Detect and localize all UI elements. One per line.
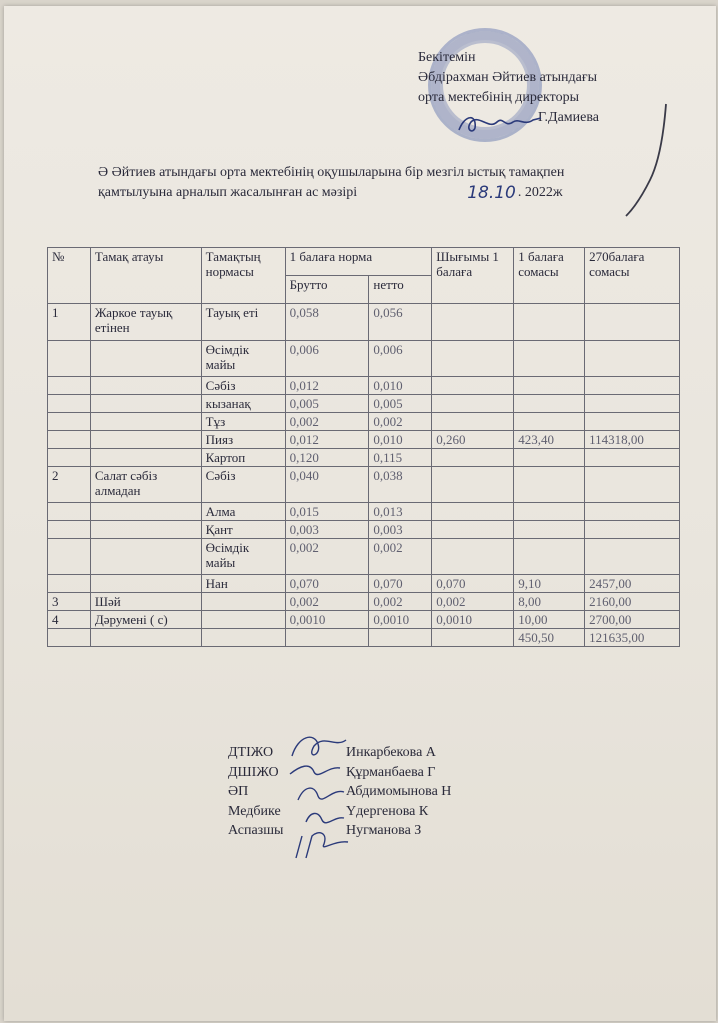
table-row bbox=[48, 611, 680, 629]
table-cell: 0,002 bbox=[432, 593, 514, 611]
table-cell bbox=[48, 431, 91, 449]
header-per-child: 1 балаға норма bbox=[285, 248, 432, 276]
table-cell: кызанақ bbox=[201, 395, 285, 413]
table-cell bbox=[90, 431, 201, 449]
table-row bbox=[48, 341, 680, 377]
table-cell bbox=[48, 539, 91, 575]
table-cell bbox=[369, 629, 432, 647]
table-cell bbox=[285, 629, 369, 647]
table-cell: 10,00 bbox=[514, 611, 585, 629]
director-signature bbox=[455, 108, 545, 138]
table-cell bbox=[432, 341, 514, 377]
table-cell: 114318,00 bbox=[585, 431, 680, 449]
staff-name: Нугманова З bbox=[346, 823, 422, 838]
table-cell bbox=[90, 395, 201, 413]
table-cell bbox=[432, 467, 514, 503]
table-cell: 0,003 bbox=[285, 521, 369, 539]
table-cell bbox=[585, 341, 680, 377]
table-cell bbox=[48, 575, 91, 593]
table-row bbox=[48, 431, 680, 449]
table-cell bbox=[201, 611, 285, 629]
table-cell: 2457,00 bbox=[585, 575, 680, 593]
staff-name: Үдергенова К bbox=[346, 803, 429, 819]
table-cell: 0,002 bbox=[369, 413, 432, 431]
table-cell bbox=[514, 413, 585, 431]
table-cell bbox=[432, 629, 514, 647]
table-cell bbox=[90, 377, 201, 395]
table-cell bbox=[432, 503, 514, 521]
table-cell: 0,0010 bbox=[285, 611, 369, 629]
table-cell: 0,056 bbox=[369, 304, 432, 341]
table-cell: 121635,00 bbox=[585, 629, 680, 647]
title-line-1: Ә Әйтиев атындағы орта мектебінің оқушыларына бір мезгіл ыстық тамақпен bbox=[98, 165, 565, 180]
table-cell bbox=[514, 467, 585, 503]
table-cell: 0,005 bbox=[285, 395, 369, 413]
table-cell: 450,50 bbox=[514, 629, 585, 647]
table-cell bbox=[585, 449, 680, 467]
table-cell bbox=[585, 521, 680, 539]
table-cell bbox=[514, 395, 585, 413]
table-row bbox=[48, 449, 680, 467]
table-cell: 0,002 bbox=[369, 539, 432, 575]
table-cell bbox=[585, 304, 680, 341]
table-cell: 0,002 bbox=[285, 593, 369, 611]
table-cell bbox=[432, 377, 514, 395]
table-cell bbox=[514, 377, 585, 395]
table-cell bbox=[585, 467, 680, 503]
approval-line-2: Әбдірахман Әйтиев атындағы bbox=[418, 70, 597, 85]
header-num: № bbox=[48, 248, 91, 304]
table-cell bbox=[514, 539, 585, 575]
table-row bbox=[48, 539, 680, 575]
table-cell bbox=[48, 503, 91, 521]
table-row bbox=[48, 521, 680, 539]
table-cell: 0,058 bbox=[285, 304, 369, 341]
table-cell: 0,012 bbox=[285, 431, 369, 449]
staff-name: Құрманбаева Г bbox=[346, 764, 436, 780]
table-cell bbox=[90, 503, 201, 521]
table-cell: 2700,00 bbox=[585, 611, 680, 629]
header-dish: Тамақ атауы bbox=[90, 248, 201, 304]
table-cell: Сәбіз bbox=[201, 467, 285, 503]
table-cell bbox=[90, 629, 201, 647]
staff-role: ӘП bbox=[228, 784, 249, 799]
table-cell: Шәй bbox=[90, 593, 201, 611]
table-cell: 0,070 bbox=[432, 575, 514, 593]
table-row bbox=[48, 467, 680, 503]
table-cell: 0,015 bbox=[285, 503, 369, 521]
table-cell bbox=[432, 413, 514, 431]
staff-role: Медбике bbox=[228, 803, 281, 819]
table-cell: 0,002 bbox=[285, 413, 369, 431]
table-cell: 2160,00 bbox=[585, 593, 680, 611]
table-cell bbox=[48, 341, 91, 377]
table-cell: 8,00 bbox=[514, 593, 585, 611]
table-cell bbox=[90, 341, 201, 377]
table-cell: Пияз bbox=[201, 431, 285, 449]
table-cell: Өсімдік майы bbox=[201, 341, 285, 377]
table-cell: 0,115 bbox=[369, 449, 432, 467]
table-cell bbox=[90, 521, 201, 539]
table-cell bbox=[48, 449, 91, 467]
table-cell: 2 bbox=[48, 467, 91, 503]
table-cell bbox=[90, 449, 201, 467]
table-cell bbox=[432, 304, 514, 341]
table-row bbox=[48, 593, 680, 611]
table-cell bbox=[48, 377, 91, 395]
header-sum-1: 1 балаға сомасы bbox=[514, 248, 585, 304]
table-cell bbox=[90, 539, 201, 575]
table-cell: 0,010 bbox=[369, 431, 432, 449]
table-cell: 0,040 bbox=[285, 467, 369, 503]
header-sum-270: 270балаға сомасы bbox=[585, 248, 680, 304]
table-cell: Сәбіз bbox=[201, 377, 285, 395]
table-cell bbox=[90, 413, 201, 431]
handwritten-date: 18.10 bbox=[467, 183, 516, 203]
table-cell bbox=[48, 521, 91, 539]
staff-role: ДШІЖО bbox=[228, 764, 279, 780]
table-cell: 0,0010 bbox=[432, 611, 514, 629]
staff-name: Инкарбекова А bbox=[346, 745, 436, 760]
table-row bbox=[48, 377, 680, 395]
table-cell: 0,005 bbox=[369, 395, 432, 413]
table-cell bbox=[585, 395, 680, 413]
table-cell: 3 bbox=[48, 593, 91, 611]
table-row bbox=[48, 503, 680, 521]
table-cell: 0,006 bbox=[369, 341, 432, 377]
approval-line-4: Г.Дамиева bbox=[538, 110, 599, 125]
table-cell: 0,006 bbox=[285, 341, 369, 377]
table-cell: Жаркое тауық етінен bbox=[90, 304, 201, 341]
approval-line-1: Бекітемін bbox=[418, 50, 476, 65]
table-cell bbox=[201, 629, 285, 647]
table-cell bbox=[201, 593, 285, 611]
approval-line-3: орта мектебінің директоры bbox=[418, 90, 580, 105]
table-row bbox=[48, 395, 680, 413]
table-cell: 0,002 bbox=[369, 593, 432, 611]
table-cell bbox=[48, 395, 91, 413]
table-cell: 0,120 bbox=[285, 449, 369, 467]
header-norm: Тамақтың нормасы bbox=[201, 248, 285, 304]
table-cell: 0,012 bbox=[285, 377, 369, 395]
table-cell: 0,070 bbox=[369, 575, 432, 593]
table-cell bbox=[514, 503, 585, 521]
table-cell bbox=[514, 304, 585, 341]
table-cell: 1 bbox=[48, 304, 91, 341]
table-cell: Өсімдік майы bbox=[201, 539, 285, 575]
table-cell: 0,038 bbox=[369, 467, 432, 503]
table-cell: 0,260 bbox=[432, 431, 514, 449]
table-cell: Тұз bbox=[201, 413, 285, 431]
table-cell: 0,002 bbox=[285, 539, 369, 575]
table-cell bbox=[585, 413, 680, 431]
table-cell: 0,0010 bbox=[369, 611, 432, 629]
table-cell bbox=[585, 503, 680, 521]
table-cell: Қант bbox=[201, 521, 285, 539]
table-cell bbox=[585, 377, 680, 395]
header-yield: Шығымы 1 балаға bbox=[432, 248, 514, 304]
table-cell: 423,40 bbox=[514, 431, 585, 449]
document-title bbox=[98, 163, 678, 203]
title-line-2: қамтылуына арналып жасалынған ас мәзірі bbox=[98, 185, 358, 200]
table-cell bbox=[514, 449, 585, 467]
table-cell: Салат сәбіз алмадан bbox=[90, 467, 201, 503]
table-row bbox=[48, 575, 680, 593]
table-cell bbox=[514, 341, 585, 377]
table-row bbox=[48, 413, 680, 431]
table-cell: Тауық еті bbox=[201, 304, 285, 341]
table-cell: 0,070 bbox=[285, 575, 369, 593]
table-cell bbox=[48, 413, 91, 431]
menu-table bbox=[47, 247, 680, 647]
title-year: . 2022ж bbox=[517, 185, 563, 200]
table-cell bbox=[432, 539, 514, 575]
staff-name: Абдимомынова Н bbox=[346, 784, 452, 799]
table-cell: 4 bbox=[48, 611, 91, 629]
table-cell bbox=[48, 629, 91, 647]
table-cell: Нан bbox=[201, 575, 285, 593]
table-cell bbox=[514, 521, 585, 539]
table-cell: Картоп bbox=[201, 449, 285, 467]
table-cell bbox=[90, 575, 201, 593]
table-cell: 9,10 bbox=[514, 575, 585, 593]
table-row bbox=[48, 304, 680, 341]
staff-role: Аспазшы bbox=[228, 823, 284, 838]
table-cell bbox=[432, 395, 514, 413]
header-brutto: Брутто bbox=[285, 276, 369, 304]
table-cell bbox=[432, 449, 514, 467]
table-cell: 0,010 bbox=[369, 377, 432, 395]
header-netto: нетто bbox=[369, 276, 432, 304]
table-cell bbox=[585, 539, 680, 575]
table-row bbox=[48, 629, 680, 647]
table-cell: Дәрумені ( с) bbox=[90, 611, 201, 629]
table-cell bbox=[432, 521, 514, 539]
table-cell: 0,003 bbox=[369, 521, 432, 539]
table-cell: 0,013 bbox=[369, 503, 432, 521]
staff-role: ДТІЖО bbox=[228, 745, 274, 760]
staff-signature-marks bbox=[284, 726, 364, 866]
table-cell: Алма bbox=[201, 503, 285, 521]
